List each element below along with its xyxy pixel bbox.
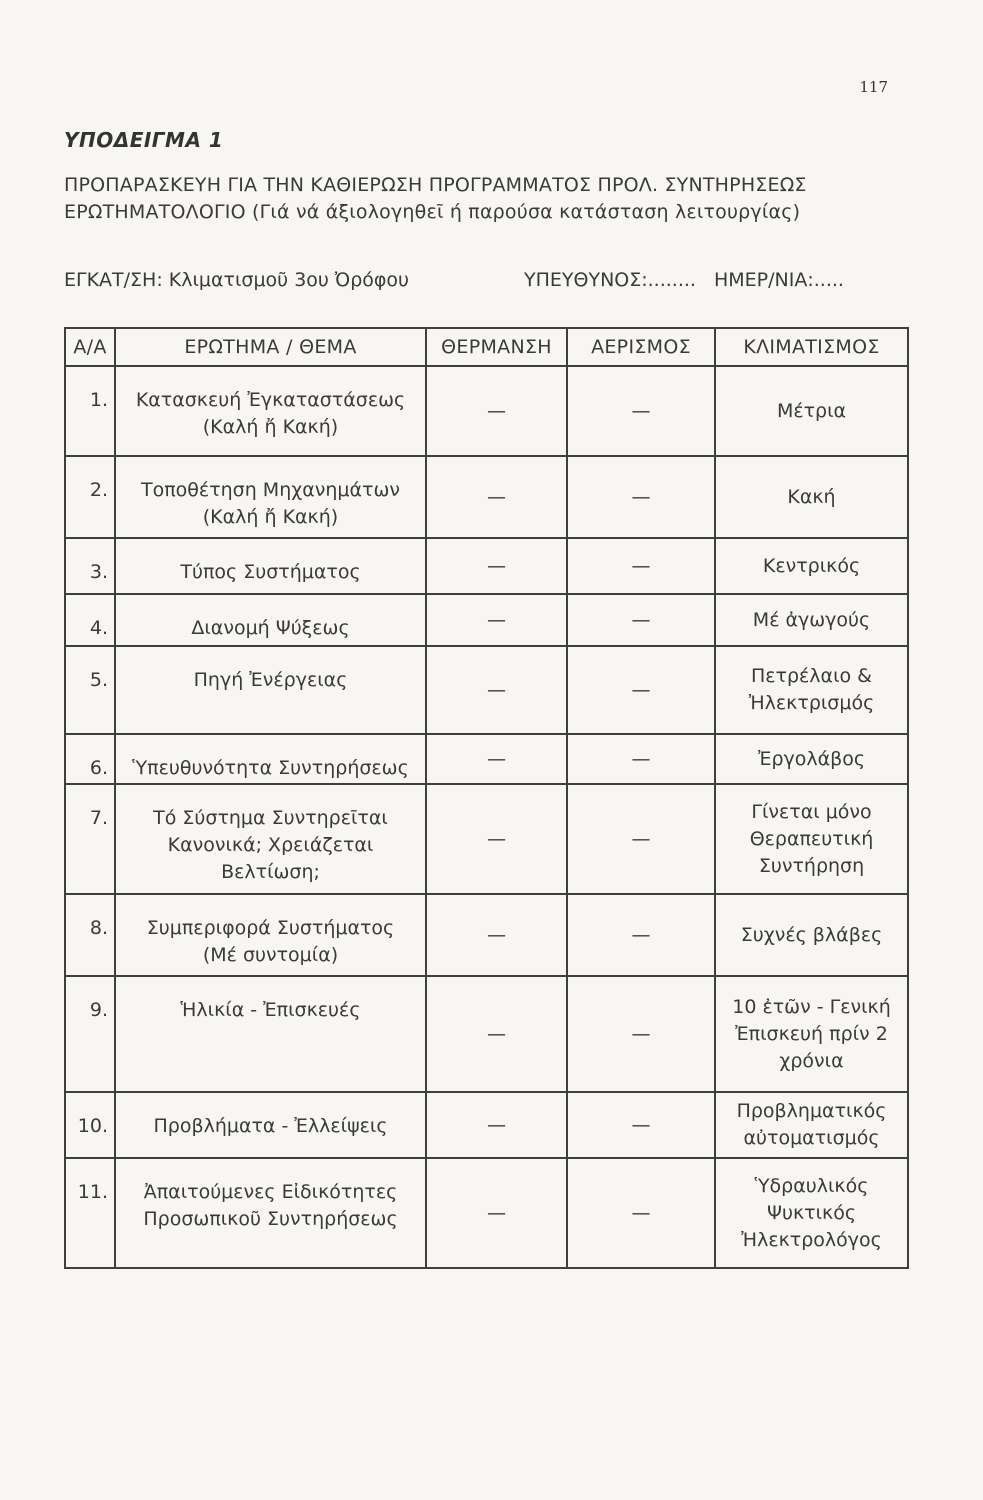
heating-cell: — [426, 976, 567, 1092]
table-row [65, 366, 908, 456]
ac-cell [715, 976, 908, 1092]
topic-line: Τύπος Συστήματος [180, 561, 361, 583]
topic-line: Ἀπαιτούμενες Εἰδικότητες [143, 1181, 398, 1203]
ventilation-cell: — [567, 1092, 715, 1158]
ac-line: 10 ἐτῶν - Γενική [732, 995, 891, 1018]
topic-line: (Καλή ἤ Κακή) [202, 416, 339, 438]
page-number: 117 [859, 78, 888, 96]
topic-line: Τοποθέτηση Μηχανημάτων [141, 479, 400, 501]
ventilation-cell: — [567, 456, 715, 538]
heating-cell: — [426, 366, 567, 456]
ac-cell [715, 594, 908, 646]
date-field: ΗΜΕΡ/ΝΙΑ:..... [714, 269, 844, 291]
ac-line: Μέ ἀγωγούς [752, 608, 871, 631]
table-row [65, 1092, 908, 1158]
header-cell: ΚΛΙΜΑΤΙΣΜΟΣ [715, 328, 908, 366]
ventilation-cell: — [567, 366, 715, 456]
topic-cell [115, 734, 426, 784]
heating-cell: — [426, 894, 567, 976]
topic-line: (Μέ συντομία) [202, 944, 339, 966]
topic-cell [115, 784, 426, 894]
ac-line: Ἠλεκτρισμός [748, 692, 875, 714]
row-number: 2. [65, 456, 115, 538]
topic-cell [115, 1092, 426, 1158]
ac-line: Συχνές βλάβες [740, 923, 883, 946]
ventilation-cell: — [567, 894, 715, 976]
row-number: 6. [65, 734, 115, 784]
header-cell: ΘΕΡΜΑΝΣΗ [426, 328, 567, 366]
heating-cell: — [426, 1092, 567, 1158]
topic-line: Βελτίωση; [221, 861, 320, 883]
ventilation-cell: — [567, 594, 715, 646]
ventilation-cell: — [567, 784, 715, 894]
ac-cell [715, 734, 908, 784]
questionnaire-table [64, 327, 909, 1269]
heating-cell: — [426, 1158, 567, 1268]
row-number: 9. [65, 976, 115, 1092]
ac-cell [715, 366, 908, 456]
heating-cell: — [426, 784, 567, 894]
ac-line: Ψυκτικός [767, 1201, 856, 1224]
topic-line: Διανομή Ψύξεως [191, 617, 350, 639]
topic-line: Ὑπευθυνότητα Συντηρήσεως [132, 757, 409, 779]
ac-line: Κεντρικός [762, 554, 861, 577]
row-number: 11. [65, 1158, 115, 1268]
topic-line: Συμπεριφορά Συστήματος [146, 917, 395, 939]
row-number: 5. [65, 646, 115, 734]
header-cell: ΕΡΩΤΗΜΑ / ΘΕΜΑ [115, 328, 426, 366]
ventilation-cell: — [567, 734, 715, 784]
table-row [65, 976, 908, 1092]
ac-line: Μέτρια [776, 399, 847, 422]
ventilation-cell: — [567, 538, 715, 594]
heating-cell: — [426, 646, 567, 734]
topic-cell [115, 366, 426, 456]
installation-field: ΕΓΚΑΤ/ΣΗ: Κλιματισμοῦ 3ου Ὀρόφου [64, 269, 410, 291]
ac-line: Ἐπισκευή πρίν 2 [735, 1022, 888, 1045]
ac-line: Ἠλεκτρολόγος [741, 1228, 882, 1251]
ac-cell [715, 1158, 908, 1268]
row-number: 7. [65, 784, 115, 894]
responsible-field: ΥΠΕΥΘΥΝΟΣ:........ [524, 269, 696, 291]
ac-line: χρόνια [779, 1049, 844, 1072]
row-number: 3. [65, 538, 115, 594]
header-cell: Α/Α [65, 328, 115, 366]
topic-line: Τό Σύστημα Συντηρεῖται [153, 807, 388, 829]
heating-cell: — [426, 594, 567, 646]
table-row [65, 646, 908, 734]
row-number: 4. [65, 594, 115, 646]
topic-line: (Καλή ἤ Κακή) [202, 506, 339, 528]
ac-line: Ὑδραυλικός [754, 1174, 869, 1197]
topic-cell [115, 1158, 426, 1268]
ac-line: Ἐργολάβος [757, 747, 866, 770]
ac-line: Πετρέλαιο & [750, 665, 872, 687]
table-row [65, 784, 908, 894]
table-row [65, 538, 908, 594]
topic-cell [115, 894, 426, 976]
ac-cell [715, 1092, 908, 1158]
topic-cell [115, 456, 426, 538]
ac-line: Κακή [787, 485, 836, 508]
ac-cell [715, 456, 908, 538]
ac-line: Θεραπευτική [749, 827, 874, 850]
row-number: 1. [65, 366, 115, 456]
meta-line [64, 269, 904, 291]
ac-line: Συντήρηση [758, 854, 865, 877]
heating-cell: — [426, 456, 567, 538]
ventilation-cell: — [567, 646, 715, 734]
topic-cell [115, 646, 426, 734]
topic-line: Κατασκευή Ἐγκαταστάσεως [135, 389, 406, 411]
ventilation-cell: — [567, 1158, 715, 1268]
topic-cell [115, 976, 426, 1092]
ac-cell [715, 784, 908, 894]
table-row [65, 734, 908, 784]
ac-cell [715, 646, 908, 734]
heating-cell: — [426, 538, 567, 594]
ac-cell [715, 538, 908, 594]
header-cell: ΑΕΡΙΣΜΟΣ [567, 328, 715, 366]
table-row [65, 594, 908, 646]
ventilation-cell: — [567, 976, 715, 1092]
ac-line: Γίνεται μόνο [751, 800, 872, 823]
ac-cell [715, 894, 908, 976]
topic-line: Προβλήματα - Ἐλλείψεις [153, 1115, 388, 1137]
table-header-row [65, 328, 908, 366]
topic-line: Πηγή Ἐνέργειας [193, 669, 348, 691]
table-row [65, 456, 908, 538]
topic-line: Προσωπικοῦ Συντηρήσεως [143, 1208, 398, 1230]
topic-line: Κανονικά; Χρειάζεται [167, 834, 374, 856]
table-row [65, 1158, 908, 1268]
ac-line: Προβληματικός [736, 1100, 887, 1122]
intro-paragraph: ΠΡΟΠΑΡΑΣΚΕΥΗ ΓΙΑ ΤΗΝ ΚΑΘΙΕΡΩΣΗ ΠΡΟΓΡΑΜΜΑΤΟΣ ΠΡΟΛ. ΣΥΝΤΗΡΗΣΕΩΣ ΕΡΩΤΗΜΑΤΟΛΟΓΙΟ (Γιά νά άξιολογηθεῖ ή παρούσα κατάσταση λειτουργίας) [64, 174, 807, 223]
table-row [65, 894, 908, 976]
ac-line: αὐτοματισμός [743, 1127, 880, 1149]
row-number: 8. [65, 894, 115, 976]
heating-cell: — [426, 734, 567, 784]
topic-line: Ἡλικία - Ἐπισκευές [180, 999, 361, 1021]
topic-cell [115, 594, 426, 646]
row-number: 10. [65, 1092, 115, 1158]
document-heading: ΥΠΟΔΕΙΓΜΑ 1 [64, 128, 224, 152]
topic-cell [115, 538, 426, 594]
